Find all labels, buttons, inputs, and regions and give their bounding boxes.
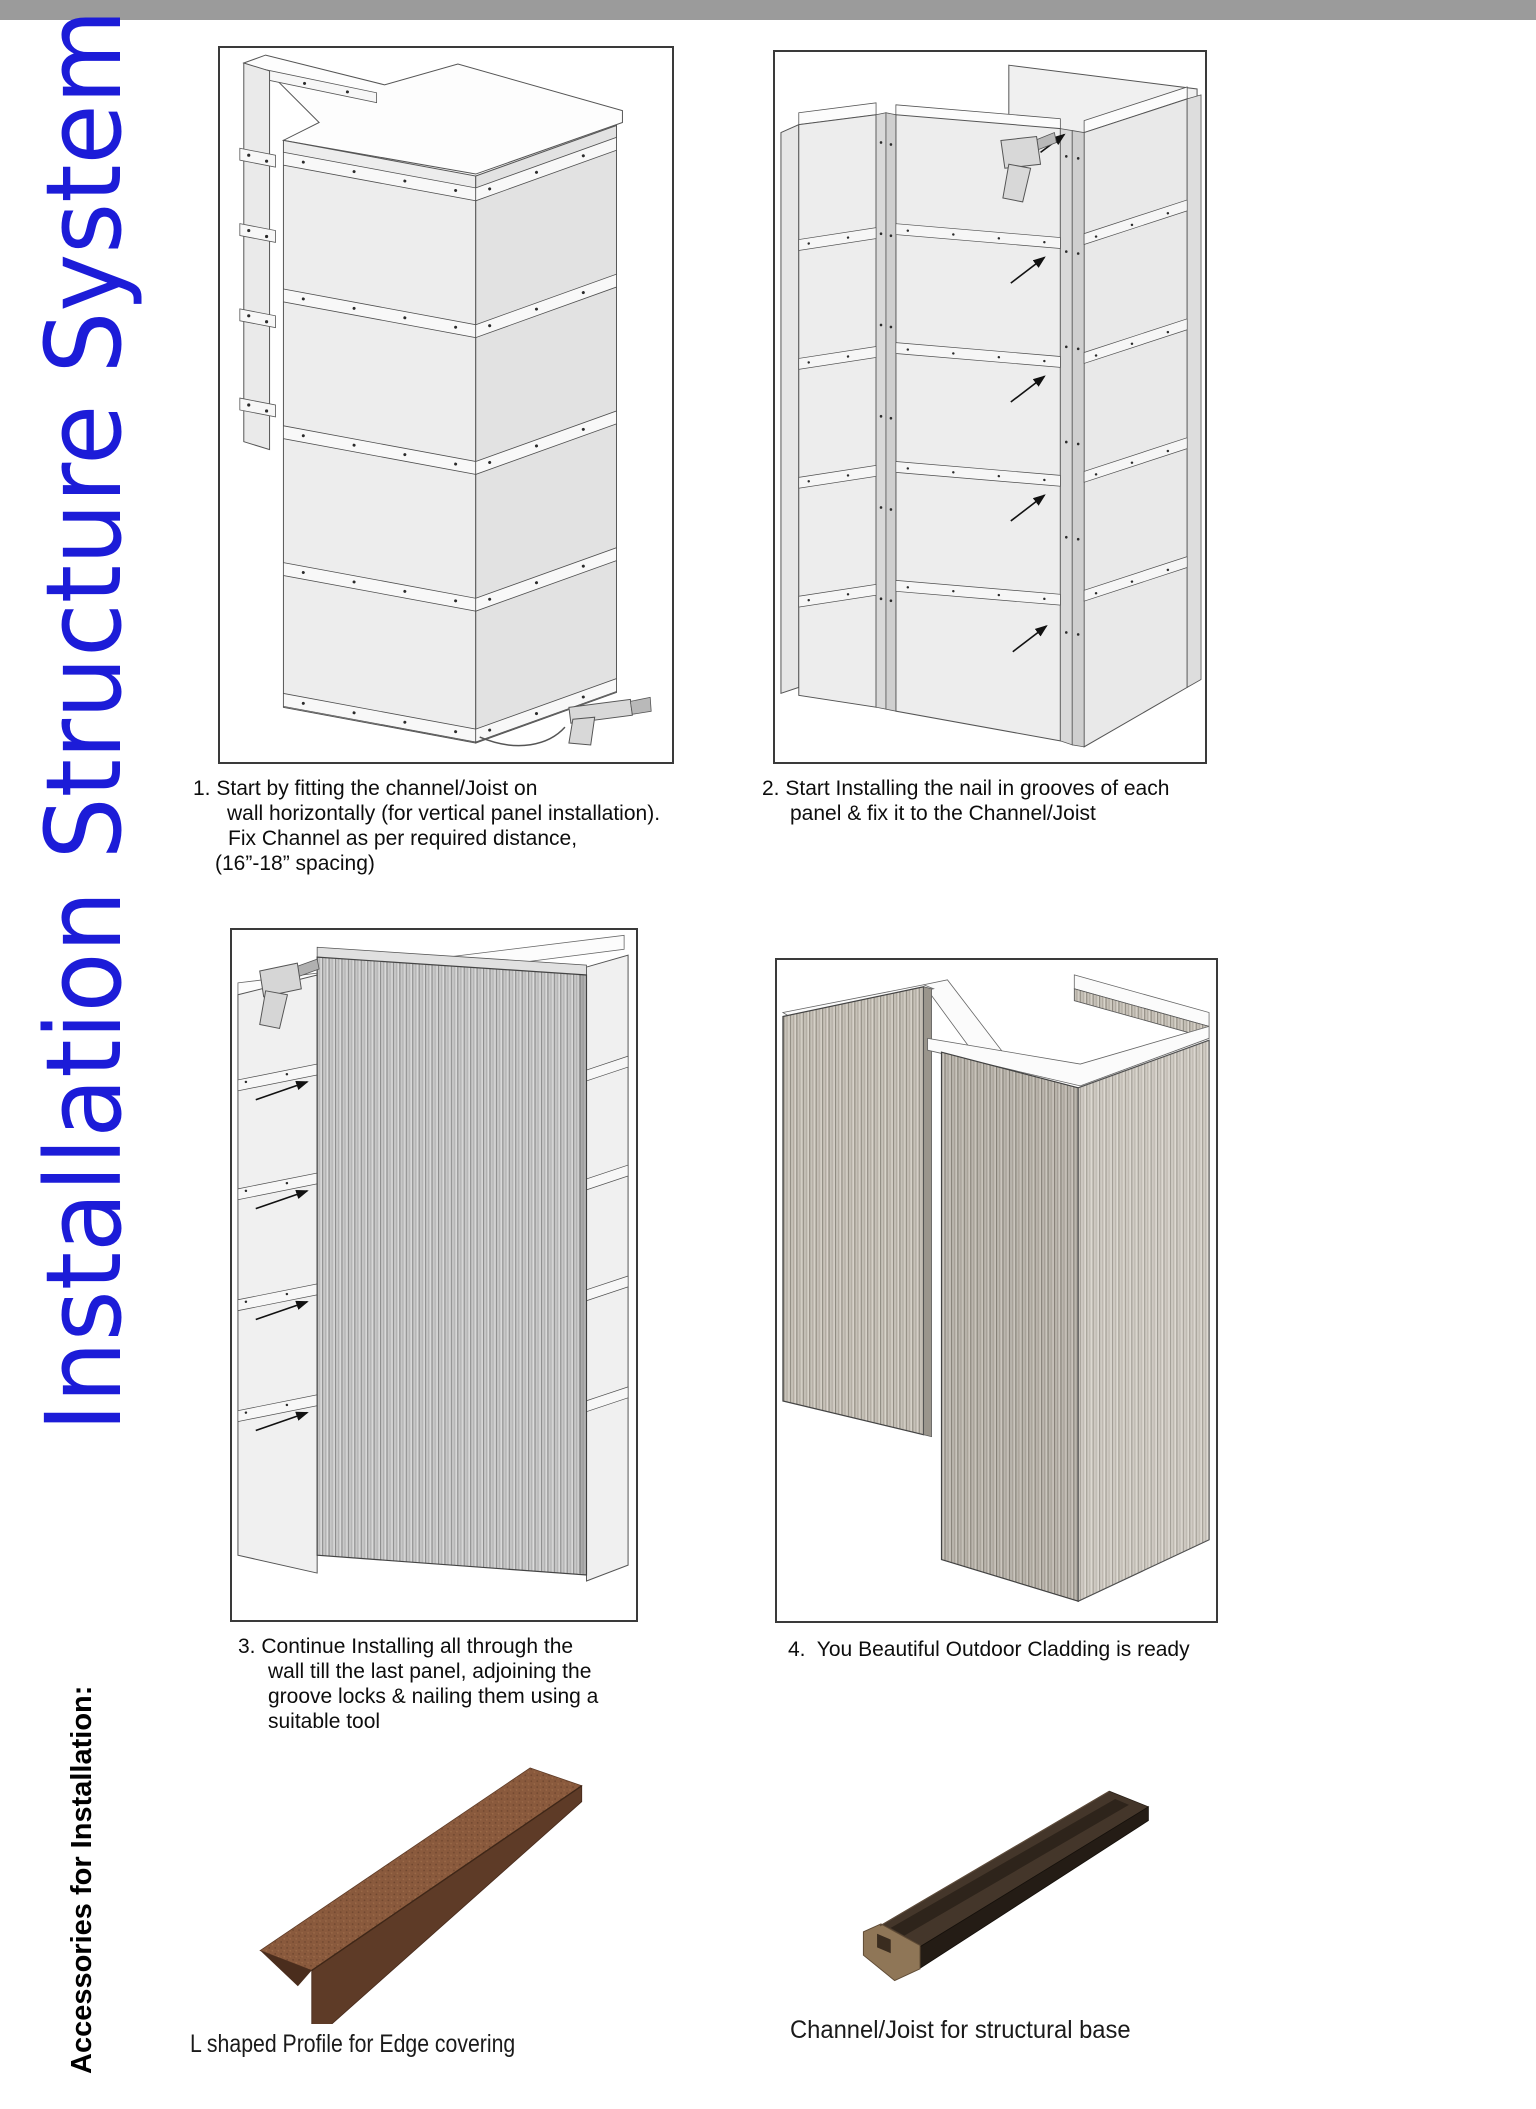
step-4-figure bbox=[775, 958, 1218, 1623]
bare-wall-right bbox=[586, 955, 628, 1581]
caption-line: 1. Start by fitting the channel/Joist on bbox=[193, 777, 538, 800]
caption-line: 3. Continue Installing all through the bbox=[238, 1635, 574, 1658]
step-1-illustration bbox=[220, 48, 672, 762]
step-3-figure bbox=[230, 928, 638, 1622]
step-3-caption bbox=[238, 1634, 598, 1734]
accessory-channel-figure bbox=[824, 1760, 1180, 2004]
wall-face-right bbox=[1084, 99, 1187, 747]
l-profile-label: L shaped Profile for Edge covering bbox=[190, 2030, 516, 2058]
wall-face-middle bbox=[896, 115, 1060, 741]
caption-line: panel & fix it to the Channel/Joist bbox=[790, 802, 1096, 825]
channel-joist-label: Channel/Joist for structural base bbox=[790, 2016, 1131, 2044]
channel-joist-illustration bbox=[824, 1760, 1180, 2004]
fluted-panels bbox=[317, 957, 586, 1575]
step-4-illustration bbox=[777, 960, 1216, 1621]
caption-line: wall till the last panel, adjoining the bbox=[268, 1660, 592, 1683]
clad-wall-left bbox=[783, 987, 924, 1435]
step-4-caption bbox=[788, 1637, 1190, 1662]
caption-line: suitable tool bbox=[268, 1710, 381, 1733]
l-profile-illustration bbox=[232, 1756, 590, 2024]
step-2-caption bbox=[762, 776, 1169, 826]
wall-face-left bbox=[799, 115, 876, 707]
step-3-illustration bbox=[232, 930, 636, 1620]
caption-line: groove locks & nailing them using a bbox=[268, 1685, 599, 1708]
caption-line: 4. You Beautiful Outdoor Cladding is ready bbox=[788, 1638, 1190, 1661]
accessories-heading: Accessories for Installation: bbox=[66, 1685, 98, 2074]
wall-face-right bbox=[476, 125, 617, 743]
bare-wall-left bbox=[238, 975, 317, 1573]
step-2-figure bbox=[773, 50, 1207, 764]
top-gray-bar bbox=[0, 0, 1536, 20]
accessory-l-profile-figure bbox=[232, 1756, 590, 2024]
channel-groove bbox=[891, 1799, 1129, 1936]
caption-line: Fix Channel as per required distance, bbox=[228, 827, 578, 850]
page-title: Installation Structure System bbox=[23, 9, 145, 1433]
step-1-caption bbox=[193, 776, 660, 876]
step-2-illustration bbox=[775, 52, 1205, 762]
back-wall-edge bbox=[244, 63, 270, 450]
caption-line: wall horizontally (for vertical panel installation). bbox=[227, 802, 661, 825]
step-1-figure bbox=[218, 46, 674, 764]
caption-line: 2. Start Installing the nail in grooves of each bbox=[762, 777, 1170, 800]
caption-line: (16”-18” spacing) bbox=[215, 852, 375, 875]
